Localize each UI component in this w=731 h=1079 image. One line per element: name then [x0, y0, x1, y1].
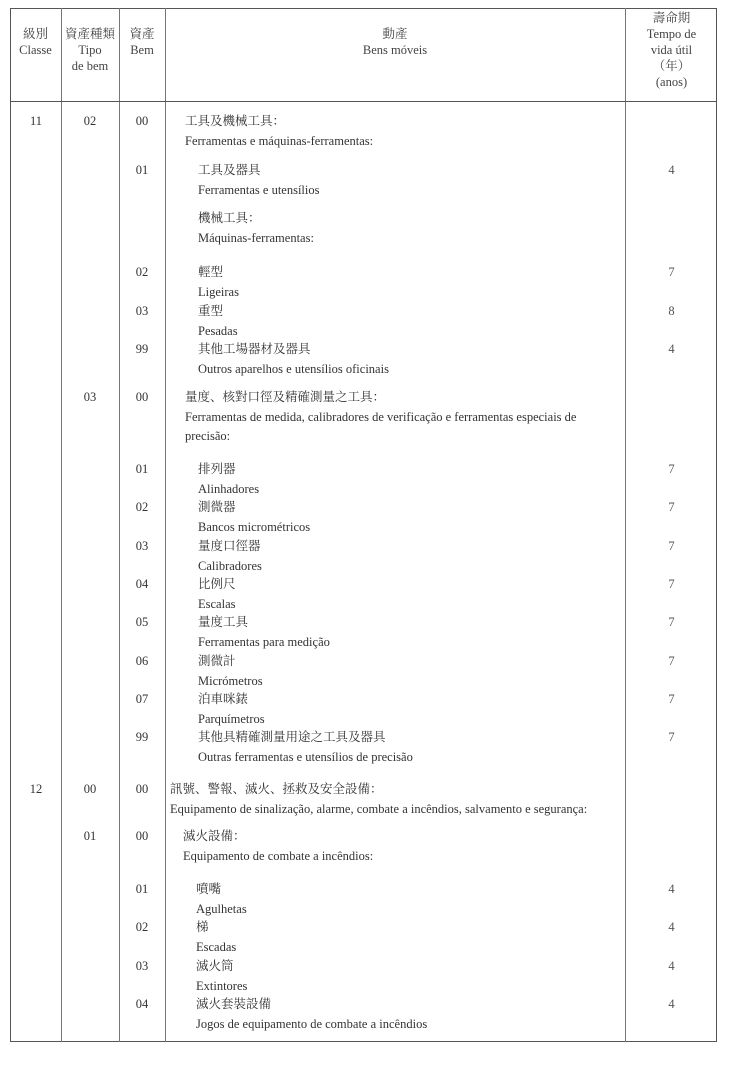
header-life-zh: 壽命期 — [652, 11, 691, 25]
header-life-pt2: vida útil — [650, 43, 693, 57]
description — [185, 112, 373, 151]
bem-code: 01 — [135, 882, 149, 896]
column-divider — [165, 8, 166, 1042]
useful-life-value: 7 — [668, 462, 675, 476]
description — [198, 263, 239, 302]
useful-life-value: 7 — [668, 654, 675, 668]
bem-code: 03 — [135, 304, 149, 318]
description-zh: 量度口徑器 — [198, 539, 261, 553]
column-divider — [61, 8, 62, 1042]
description-pt: Escalas — [198, 596, 236, 611]
useful-life-value: 7 — [668, 692, 675, 706]
useful-life-value: 7 — [668, 730, 675, 744]
description-pt: Máquinas-ferramentas: — [198, 230, 314, 245]
description-zh: 滅火設備： — [183, 829, 246, 843]
description — [196, 918, 236, 957]
description — [198, 302, 238, 341]
bem-code: 06 — [135, 654, 149, 668]
header-life-unit-pt: (anos) — [655, 75, 688, 89]
description-zh: 滅火筒 — [196, 959, 234, 973]
description-pt: Calibradores — [198, 558, 262, 573]
header-tipo-zh: 資產種類 — [64, 27, 115, 41]
bem-code: 02 — [135, 920, 149, 934]
description-zh: 泊車咪錶 — [198, 692, 249, 706]
header-bem-pt: Bem — [130, 43, 154, 57]
description — [183, 827, 373, 866]
description — [198, 537, 262, 576]
header-tipo-pt: Tipo — [78, 43, 102, 57]
bem-code: 03 — [135, 539, 149, 553]
description-pt: Parquímetros — [198, 711, 265, 726]
description — [196, 957, 247, 996]
tipo-code: 02 — [83, 114, 97, 128]
description — [198, 575, 236, 614]
bem-code: 00 — [135, 782, 149, 796]
description-zh: 訊號、警報、滅火、拯救及安全設備： — [170, 782, 383, 796]
description — [198, 340, 389, 379]
tipo-code: 01 — [83, 829, 97, 843]
header-classe-zh: 級別 — [22, 27, 48, 41]
description-zh: 其他具精確測量用途之工具及器具 — [198, 730, 386, 744]
useful-life-value: 8 — [668, 304, 675, 318]
tipo-code: 00 — [83, 782, 97, 796]
header-desc-zh: 動產 — [382, 27, 408, 41]
description — [198, 209, 314, 248]
description-zh: 其他工場器材及器具 — [198, 342, 311, 356]
header-tipo — [61, 26, 119, 74]
description-pt: Agulhetas — [196, 901, 247, 916]
bem-code: 00 — [135, 829, 149, 843]
description-pt: Ferramentas e máquinas-ferramentas: — [185, 133, 374, 148]
description-zh: 比例尺 — [198, 577, 236, 591]
description-pt: Ferramentas para medição — [198, 634, 330, 649]
header-bem-zh: 資產 — [129, 27, 155, 41]
bem-code: 05 — [135, 615, 149, 629]
bem-code: 04 — [135, 577, 149, 591]
useful-life-value: 4 — [668, 882, 675, 896]
tipo-code: 03 — [83, 390, 97, 404]
description — [198, 498, 310, 537]
description-zh: 滅火套裝設備 — [196, 997, 272, 1011]
description-pt: Ferramentas e utensílios — [198, 182, 320, 197]
description-zh: 重型 — [198, 304, 224, 318]
bem-code: 02 — [135, 265, 149, 279]
description-zh: 量度、核對口徑及精確測量之工具： — [185, 390, 386, 404]
description-pt: Outros aparelhos e utensílios oficinais — [198, 361, 389, 376]
description — [196, 880, 247, 919]
bem-code: 04 — [135, 997, 149, 1011]
description — [170, 780, 587, 819]
description-pt: Escadas — [196, 939, 237, 954]
description-pt: precisão: — [185, 429, 231, 443]
description-pt: Bancos micrométricos — [198, 519, 311, 534]
header-divider — [10, 101, 717, 102]
description-zh: 梯 — [196, 920, 209, 934]
bem-code: 03 — [135, 959, 149, 973]
description — [198, 690, 265, 729]
bem-code: 99 — [135, 730, 149, 744]
header-tipo-pt2: de bem — [71, 59, 109, 73]
useful-life-value: 7 — [668, 615, 675, 629]
classe-code: 11 — [29, 114, 43, 128]
classe-code: 12 — [29, 782, 43, 796]
description-pt: Alinhadores — [198, 481, 260, 496]
description-pt: Jogos de equipamento de combate a incêndios — [196, 1016, 428, 1031]
description-pt: Equipamento de combate a incêndios: — [183, 848, 374, 863]
useful-life-value: 4 — [668, 997, 675, 1011]
bem-code: 02 — [135, 500, 149, 514]
description-zh: 工具及機械工具： — [185, 114, 286, 128]
bem-code: 07 — [135, 692, 149, 706]
description — [198, 652, 263, 691]
description-pt: Ligeiras — [198, 284, 239, 299]
bem-code: 00 — [135, 390, 149, 404]
description-zh: 噴嘴 — [196, 882, 222, 896]
description-zh: 量度工具 — [198, 615, 249, 629]
description-zh: 輕型 — [198, 265, 224, 279]
useful-life-value: 4 — [668, 959, 675, 973]
bem-code: 99 — [135, 342, 149, 356]
description-pt: Ferramentas de medida, calibradores de verificação e ferramentas especiais de — [185, 409, 577, 424]
bem-code: 01 — [135, 462, 149, 476]
asset-table — [10, 8, 717, 1042]
description — [198, 161, 320, 200]
header-life — [625, 10, 718, 90]
bem-code: 01 — [135, 163, 149, 177]
description — [198, 613, 330, 652]
description-pt: Pesadas — [198, 323, 238, 338]
useful-life-value: 7 — [668, 500, 675, 514]
description — [198, 728, 413, 767]
header-bem — [119, 26, 165, 58]
useful-life-value: 4 — [668, 342, 675, 356]
description-zh: 測微計 — [198, 654, 236, 668]
column-divider — [119, 8, 120, 1042]
description — [198, 460, 259, 499]
useful-life-value: 7 — [668, 577, 675, 591]
header-desc-pt: Bens móveis — [362, 43, 428, 57]
useful-life-value: 7 — [668, 539, 675, 553]
header-life-unit-zh: （年） — [652, 59, 691, 73]
description-zh: 測微器 — [198, 500, 236, 514]
description-pt: Outras ferramentas e utensílios de precisão — [198, 749, 413, 764]
useful-life-value: 4 — [668, 920, 675, 934]
description-pt: Extintores — [196, 978, 248, 993]
description-zh: 排列器 — [198, 462, 236, 476]
bem-code: 00 — [135, 114, 149, 128]
header-description — [165, 26, 625, 58]
header-classe — [10, 26, 61, 58]
description — [185, 388, 576, 447]
description-zh: 工具及器具 — [198, 163, 261, 177]
useful-life-value: 7 — [668, 265, 675, 279]
description — [196, 995, 427, 1034]
description-pt: Equipamento de sinalização, alarme, combate a incêndios, salvamento e segurança: — [170, 801, 588, 816]
useful-life-value: 4 — [668, 163, 675, 177]
description-pt: Micrómetros — [198, 673, 263, 688]
header-life-pt: Tempo de — [646, 27, 697, 41]
description-zh: 機械工具： — [198, 211, 261, 225]
header-classe-pt: Classe — [19, 43, 52, 57]
